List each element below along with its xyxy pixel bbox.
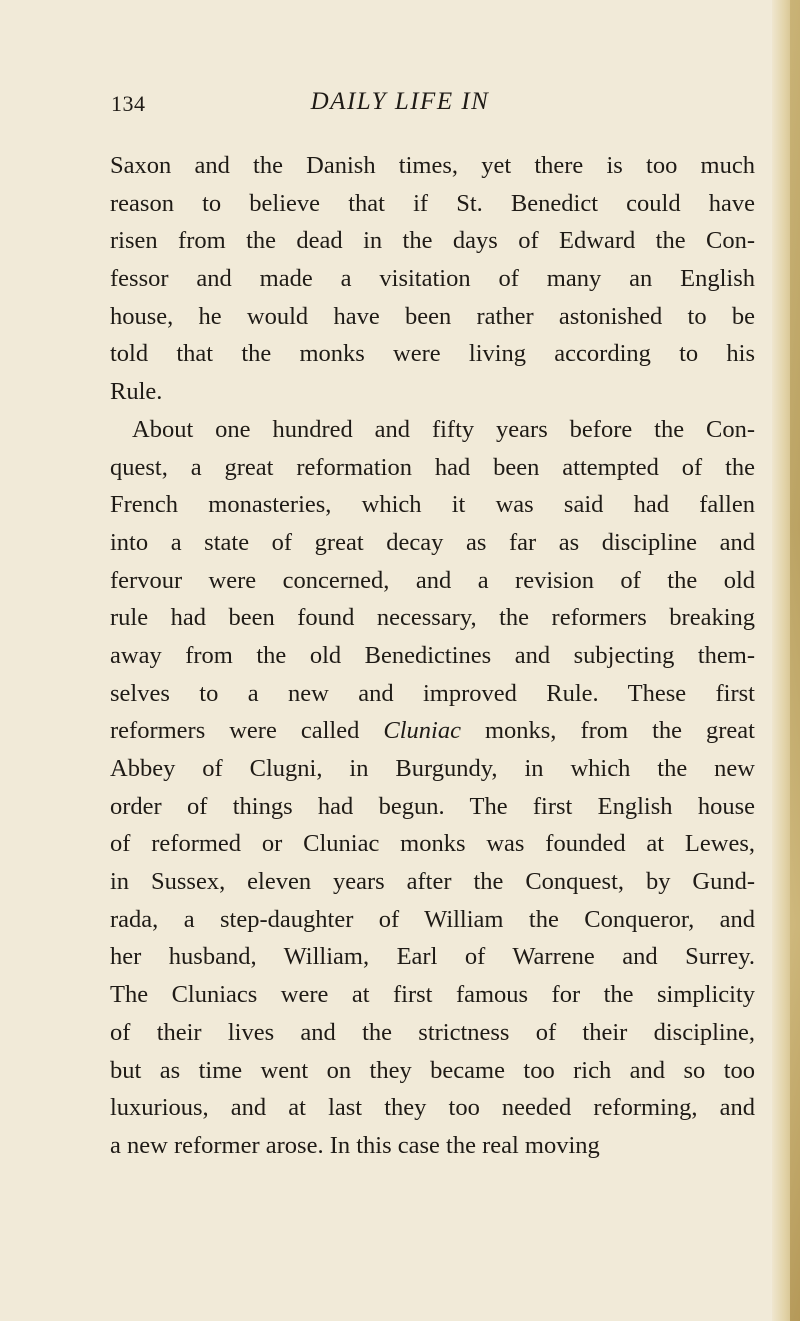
- text-line: in Sussex, eleven years after the Conquest, by Gund-: [110, 868, 755, 896]
- text-line: of reformed or Cluniac monks was founded at Lewes,: [110, 830, 755, 858]
- text-line: French monasteries, which it was said had fallen: [110, 491, 755, 519]
- running-head: DAILY LIFE IN: [310, 88, 490, 115]
- text-line: away from the old Benedictines and subjecting them-: [110, 641, 755, 669]
- text-line: a new reformer arose. In this case the real moving: [110, 1131, 600, 1159]
- text-line: Rule.: [110, 378, 163, 406]
- text-line: The Cluniacs were at first famous for the simplicity: [110, 981, 755, 1009]
- text-run: reformers were called: [110, 717, 384, 745]
- text-line: into a state of great decay as far as discipline and: [110, 528, 755, 556]
- text-line: Abbey of Clugni, in Burgundy, in which the new: [110, 755, 755, 782]
- text-run: monks, from the great: [460, 717, 755, 745]
- text-line: told that the monks were living according to his: [110, 340, 755, 368]
- text-line: selves to a new and improved Rule. These first: [110, 679, 755, 707]
- text-line: quest, a great reformation had been attempted of the: [110, 453, 755, 481]
- body-text: [110, 147, 755, 1165]
- text-line: [110, 712, 755, 750]
- text-line: luxurious, and at last they too needed reforming, and: [110, 1094, 755, 1122]
- text-line: fessor and made a visitation of many an English: [110, 265, 755, 293]
- text-line: fervour were concerned, and a revision of the old: [110, 566, 755, 594]
- text-line: order of things had begun. The first English house: [110, 792, 755, 820]
- text-line: reason to believe that if St. Benedict could have: [110, 189, 755, 217]
- text-line: rule had been found necessary, the reformers breaking: [110, 604, 755, 632]
- italic-term: Cluniac: [383, 717, 461, 745]
- text-line: her husband, William, Earl of Warrene and Surrey.: [110, 943, 755, 971]
- text-line: but as time went on they became too rich and so too: [110, 1056, 755, 1084]
- text-line: of their lives and the strictness of their discipline,: [110, 1018, 755, 1046]
- text-line: Saxon and the Danish times, yet there is too much: [110, 152, 755, 179]
- page-edge-shadow: [790, 0, 800, 1321]
- text-line: About one hundred and fifty years before the Con-: [132, 415, 755, 443]
- page-number: 134: [111, 91, 146, 116]
- text-line: risen from the dead in the days of Edward the Con-: [110, 227, 755, 255]
- text-line: house, he would have been rather astonished to be: [110, 302, 755, 330]
- text-line: rada, a step-daughter of William the Conqueror, and: [110, 905, 755, 933]
